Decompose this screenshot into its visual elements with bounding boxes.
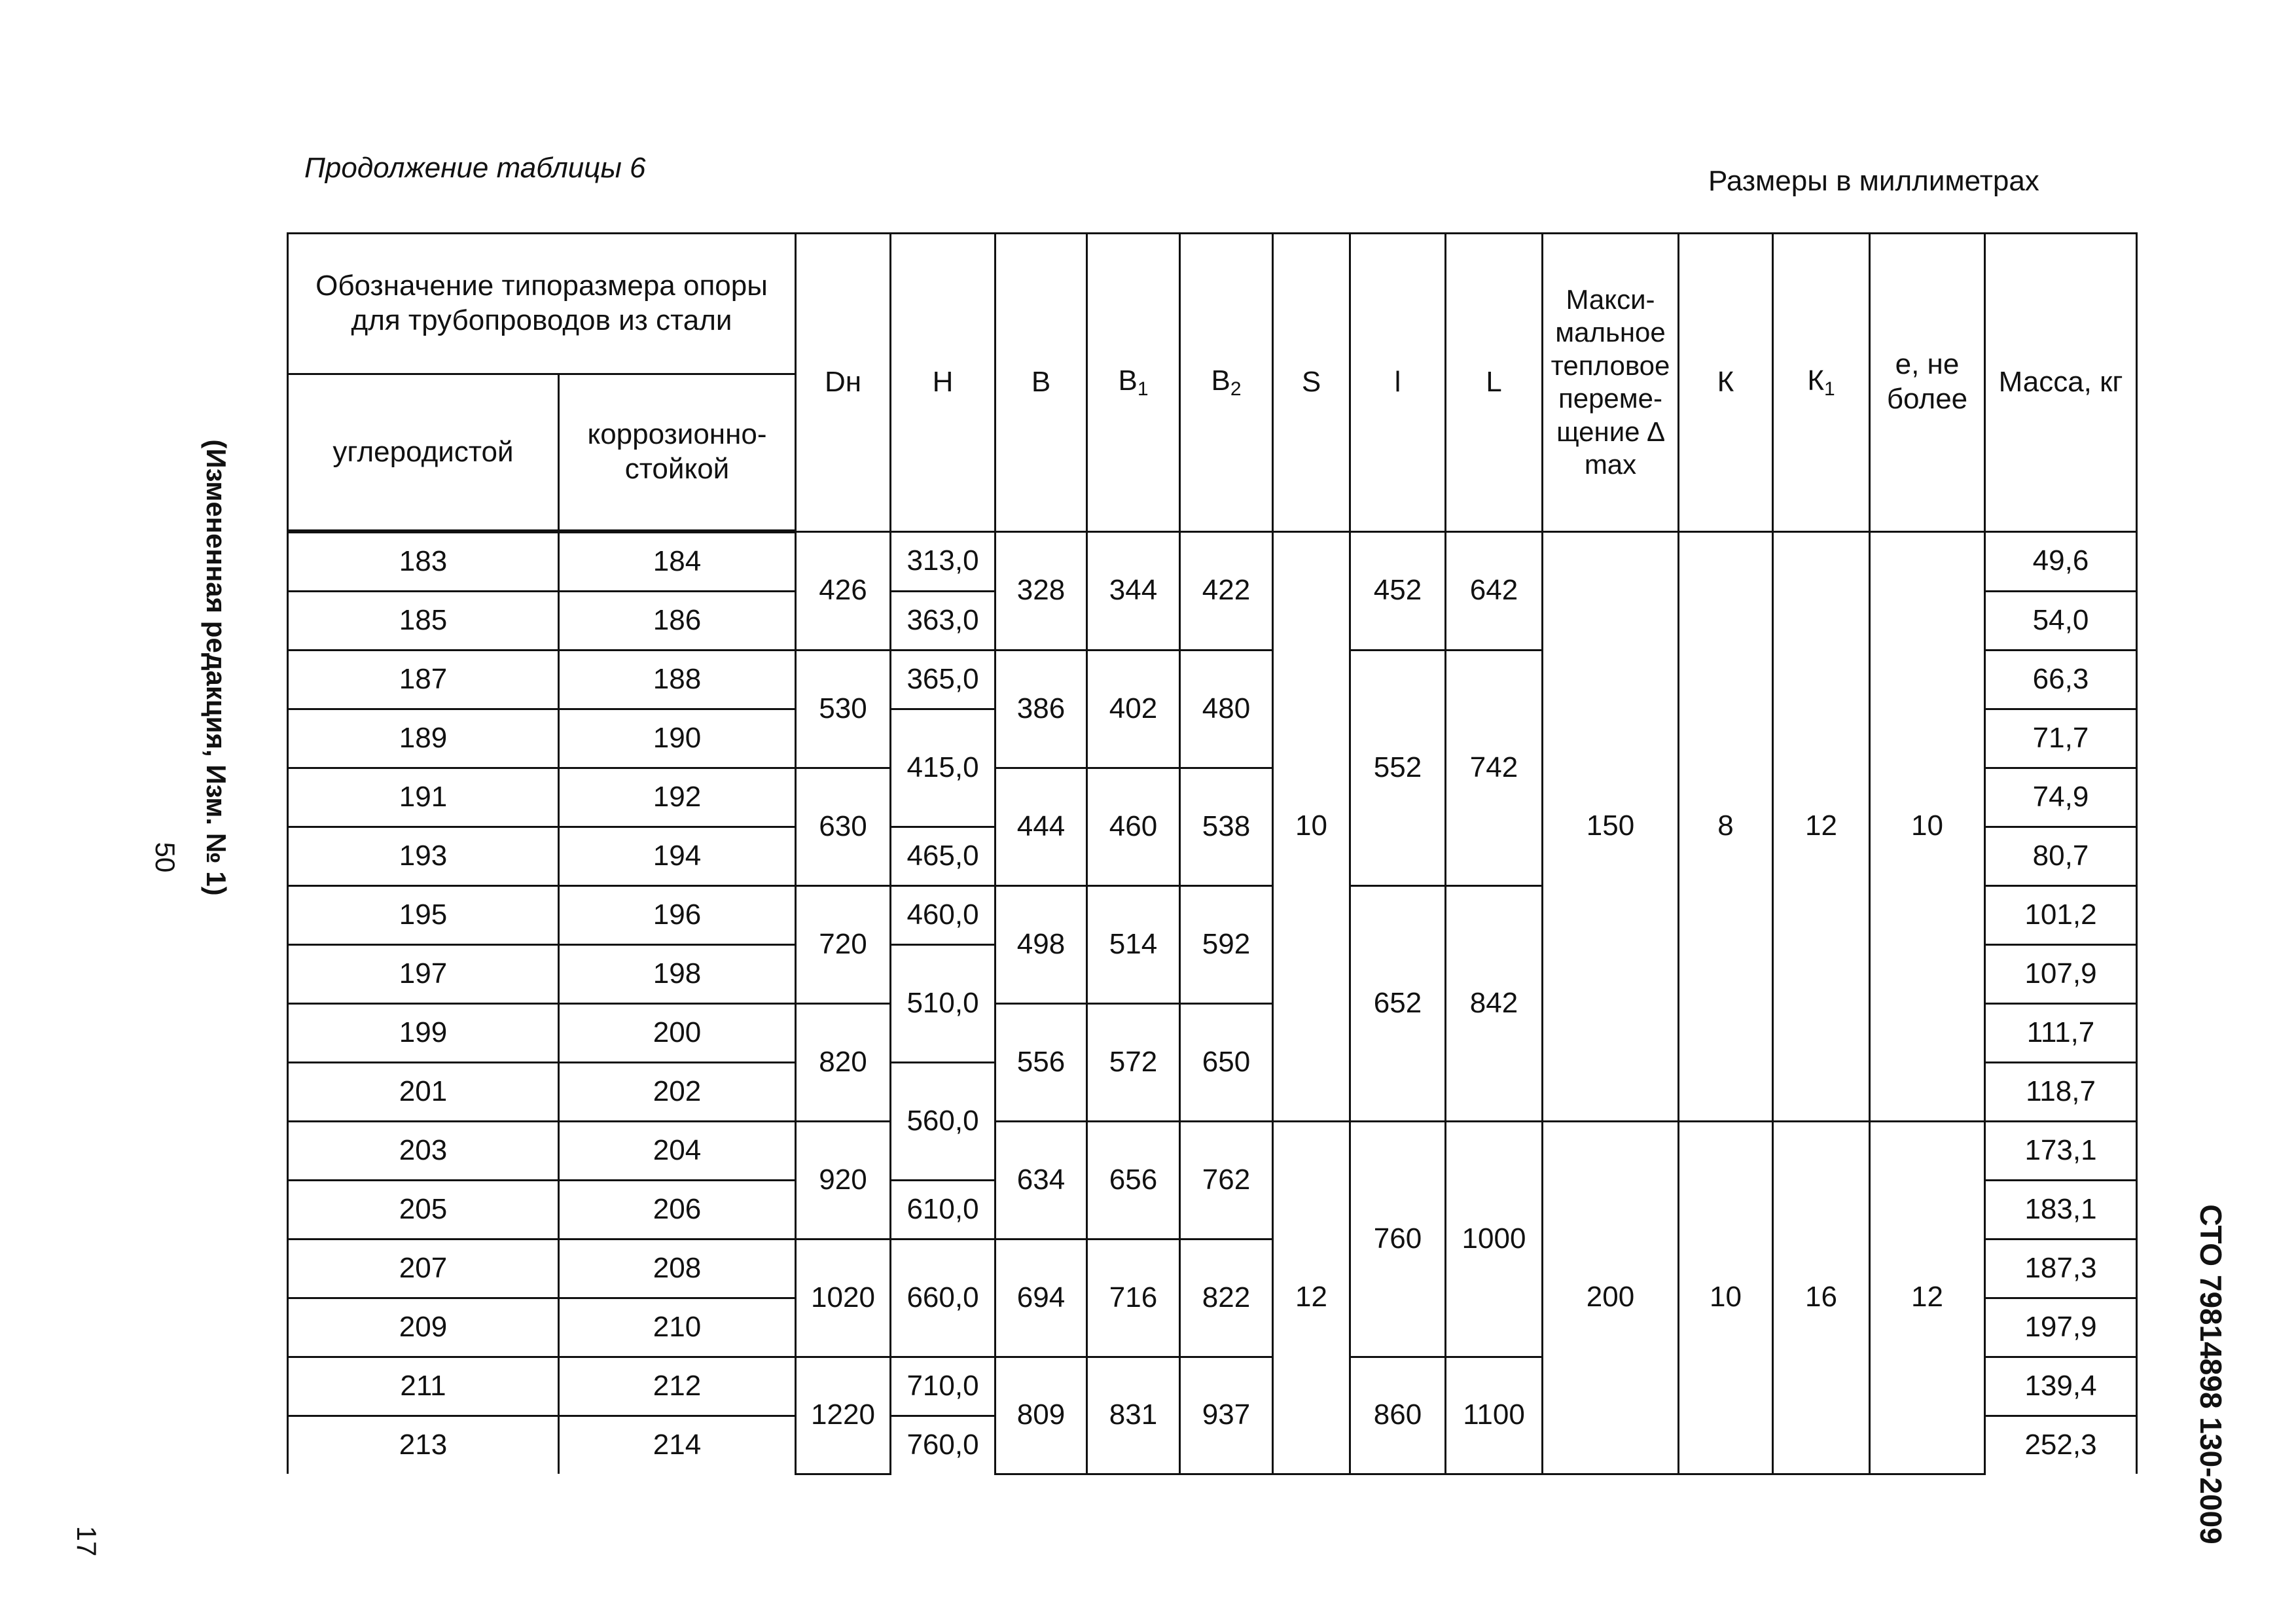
cell-mass: 197,9 xyxy=(1985,1298,2137,1357)
cell-dn: 630 xyxy=(796,768,891,886)
cell-mass: 101,2 xyxy=(1985,886,2137,945)
document-code: СТО 79814898 130-2009 xyxy=(2194,1204,2228,1544)
cell-h: 365,0 xyxy=(891,651,996,709)
cell-b2: 538 xyxy=(1180,768,1273,886)
cell-l-small: 860 xyxy=(1350,1357,1446,1474)
header-k1-sub: 1 xyxy=(1823,378,1835,400)
cell-corrosion: 196 xyxy=(559,886,796,945)
cell-corrosion: 204 xyxy=(559,1122,796,1181)
cell-b1: 716 xyxy=(1087,1240,1180,1357)
cell-b1: 514 xyxy=(1087,886,1180,1004)
cell-corrosion: 212 xyxy=(559,1357,796,1416)
header-b2-sub: 2 xyxy=(1230,378,1242,400)
cell-carbon: 189 xyxy=(288,709,559,768)
cell-s: 10 xyxy=(1273,531,1350,1122)
cell-b2: 762 xyxy=(1180,1122,1273,1240)
cell-corrosion: 188 xyxy=(559,651,796,709)
cell-mass: 111,7 xyxy=(1985,1004,2137,1063)
header-h: H xyxy=(891,234,996,532)
cell-corrosion: 184 xyxy=(559,531,796,592)
header-l-big: L xyxy=(1446,234,1543,532)
header-mass: Масса, кг xyxy=(1985,234,2137,532)
header-b: B xyxy=(996,234,1087,532)
cell-b: 556 xyxy=(996,1004,1087,1122)
cell-l-big: 642 xyxy=(1446,531,1543,651)
header-b1-sub: 1 xyxy=(1137,378,1149,400)
cell-mass: 118,7 xyxy=(1985,1063,2137,1122)
cell-dn: 920 xyxy=(796,1122,891,1240)
cell-h: 465,0 xyxy=(891,827,996,886)
cell-l-small: 652 xyxy=(1350,886,1446,1122)
cell-b: 694 xyxy=(996,1240,1087,1357)
cell-carbon: 205 xyxy=(288,1181,559,1240)
cell-l-big: 1100 xyxy=(1446,1357,1543,1474)
cell-h: 560,0 xyxy=(891,1063,996,1181)
cell-carbon: 207 xyxy=(288,1240,559,1298)
cell-corrosion: 206 xyxy=(559,1181,796,1240)
cell-b: 444 xyxy=(996,768,1087,886)
units-caption: Размеры в миллиметрах xyxy=(1708,165,2039,197)
cell-mass: 107,9 xyxy=(1985,945,2137,1004)
header-e: е, не более xyxy=(1870,234,1985,532)
cell-mass: 183,1 xyxy=(1985,1181,2137,1240)
cell-l-small: 452 xyxy=(1350,531,1446,651)
cell-corrosion: 214 xyxy=(559,1416,796,1474)
cell-mass: 252,3 xyxy=(1985,1416,2137,1474)
cell-corrosion: 198 xyxy=(559,945,796,1004)
header-corrosion: коррозионно-стойкой xyxy=(559,374,796,532)
cell-carbon: 195 xyxy=(288,886,559,945)
header-k1-base: К xyxy=(1807,364,1824,397)
dimensions-table xyxy=(287,232,2138,1475)
cell-h: 313,0 xyxy=(891,531,996,592)
cell-corrosion: 200 xyxy=(559,1004,796,1063)
cell-h: 460,0 xyxy=(891,886,996,945)
cell-e: 10 xyxy=(1870,531,1985,1122)
cell-carbon: 193 xyxy=(288,827,559,886)
header-b1 xyxy=(1087,234,1180,532)
cell-mass: 187,3 xyxy=(1985,1240,2137,1298)
cell-carbon: 213 xyxy=(288,1416,559,1474)
cell-carbon: 203 xyxy=(288,1122,559,1181)
cell-b1: 460 xyxy=(1087,768,1180,886)
cell-b: 634 xyxy=(996,1122,1087,1240)
cell-corrosion: 186 xyxy=(559,592,796,651)
edition-note: (Измененная редакция, Изм. № 1) xyxy=(201,439,232,896)
cell-thermal: 200 xyxy=(1543,1122,1679,1474)
header-dn: Dн xyxy=(796,234,891,532)
cell-mass: 74,9 xyxy=(1985,768,2137,827)
cell-carbon: 183 xyxy=(288,531,559,592)
cell-dn: 426 xyxy=(796,531,891,651)
cell-l-small: 552 xyxy=(1350,651,1446,886)
cell-carbon: 187 xyxy=(288,651,559,709)
cell-carbon: 209 xyxy=(288,1298,559,1357)
table-continuation-caption: Продолжение таблицы 6 xyxy=(304,152,646,184)
cell-k: 10 xyxy=(1679,1122,1773,1474)
cell-corrosion: 208 xyxy=(559,1240,796,1298)
header-s: S xyxy=(1273,234,1350,532)
cell-b2: 822 xyxy=(1180,1240,1273,1357)
header-k: К xyxy=(1679,234,1773,532)
cell-k1: 16 xyxy=(1773,1122,1870,1474)
header-thermal: Макси-мальное тепловое переме-щение ∆ max xyxy=(1543,234,1679,532)
cell-h: 363,0 xyxy=(891,592,996,651)
cell-mass: 66,3 xyxy=(1985,651,2137,709)
cell-mass: 49,6 xyxy=(1985,531,2137,592)
cell-h: 710,0 xyxy=(891,1357,996,1416)
cell-h: 660,0 xyxy=(891,1240,996,1357)
cell-mass: 139,4 xyxy=(1985,1357,2137,1416)
cell-dn: 820 xyxy=(796,1004,891,1122)
cell-carbon: 199 xyxy=(288,1004,559,1063)
cell-b1: 831 xyxy=(1087,1357,1180,1474)
cell-l-small: 760 xyxy=(1350,1122,1446,1357)
header-b2-base: B xyxy=(1211,364,1230,397)
cell-b: 328 xyxy=(996,531,1087,651)
cell-b2: 480 xyxy=(1180,651,1273,768)
cell-carbon: 185 xyxy=(288,592,559,651)
header-b1-base: B xyxy=(1118,364,1138,397)
cell-carbon: 197 xyxy=(288,945,559,1004)
header-k1 xyxy=(1773,234,1870,532)
cell-dn: 720 xyxy=(796,886,891,1004)
cell-mass: 80,7 xyxy=(1985,827,2137,886)
cell-b1: 656 xyxy=(1087,1122,1180,1240)
cell-h: 510,0 xyxy=(891,945,996,1063)
cell-b2: 592 xyxy=(1180,886,1273,1004)
cell-b2: 650 xyxy=(1180,1004,1273,1122)
cell-corrosion: 210 xyxy=(559,1298,796,1357)
cell-b: 386 xyxy=(996,651,1087,768)
cell-carbon: 201 xyxy=(288,1063,559,1122)
cell-carbon: 191 xyxy=(288,768,559,827)
cell-mass: 71,7 xyxy=(1985,709,2137,768)
cell-b: 498 xyxy=(996,886,1087,1004)
cell-b: 809 xyxy=(996,1357,1087,1474)
cell-b1: 572 xyxy=(1087,1004,1180,1122)
header-designation: Обозначение типоразмера опоры для трубопроводов из стали xyxy=(288,234,796,374)
cell-b2: 422 xyxy=(1180,531,1273,651)
cell-l-big: 1000 xyxy=(1446,1122,1543,1357)
page-number-17: 17 xyxy=(71,1525,102,1557)
page-number-50: 50 xyxy=(150,842,181,873)
cell-dn: 530 xyxy=(796,651,891,768)
cell-e: 12 xyxy=(1870,1122,1985,1474)
cell-carbon: 211 xyxy=(288,1357,559,1416)
cell-corrosion: 192 xyxy=(559,768,796,827)
cell-k1: 12 xyxy=(1773,531,1870,1122)
header-l-small: l xyxy=(1350,234,1446,532)
cell-corrosion: 202 xyxy=(559,1063,796,1122)
cell-mass: 173,1 xyxy=(1985,1122,2137,1181)
cell-mass: 54,0 xyxy=(1985,592,2137,651)
cell-h: 610,0 xyxy=(891,1181,996,1240)
cell-corrosion: 190 xyxy=(559,709,796,768)
cell-l-big: 842 xyxy=(1446,886,1543,1122)
cell-b1: 402 xyxy=(1087,651,1180,768)
cell-thermal: 150 xyxy=(1543,531,1679,1122)
cell-dn: 1220 xyxy=(796,1357,891,1474)
cell-dn: 1020 xyxy=(796,1240,891,1357)
cell-l-big: 742 xyxy=(1446,651,1543,886)
header-carbon: углеродистой xyxy=(288,374,559,532)
cell-s: 12 xyxy=(1273,1122,1350,1474)
cell-h: 415,0 xyxy=(891,709,996,827)
cell-h: 760,0 xyxy=(891,1416,996,1474)
cell-b1: 344 xyxy=(1087,531,1180,651)
header-b2 xyxy=(1180,234,1273,532)
cell-k: 8 xyxy=(1679,531,1773,1122)
cell-corrosion: 194 xyxy=(559,827,796,886)
cell-b2: 937 xyxy=(1180,1357,1273,1474)
